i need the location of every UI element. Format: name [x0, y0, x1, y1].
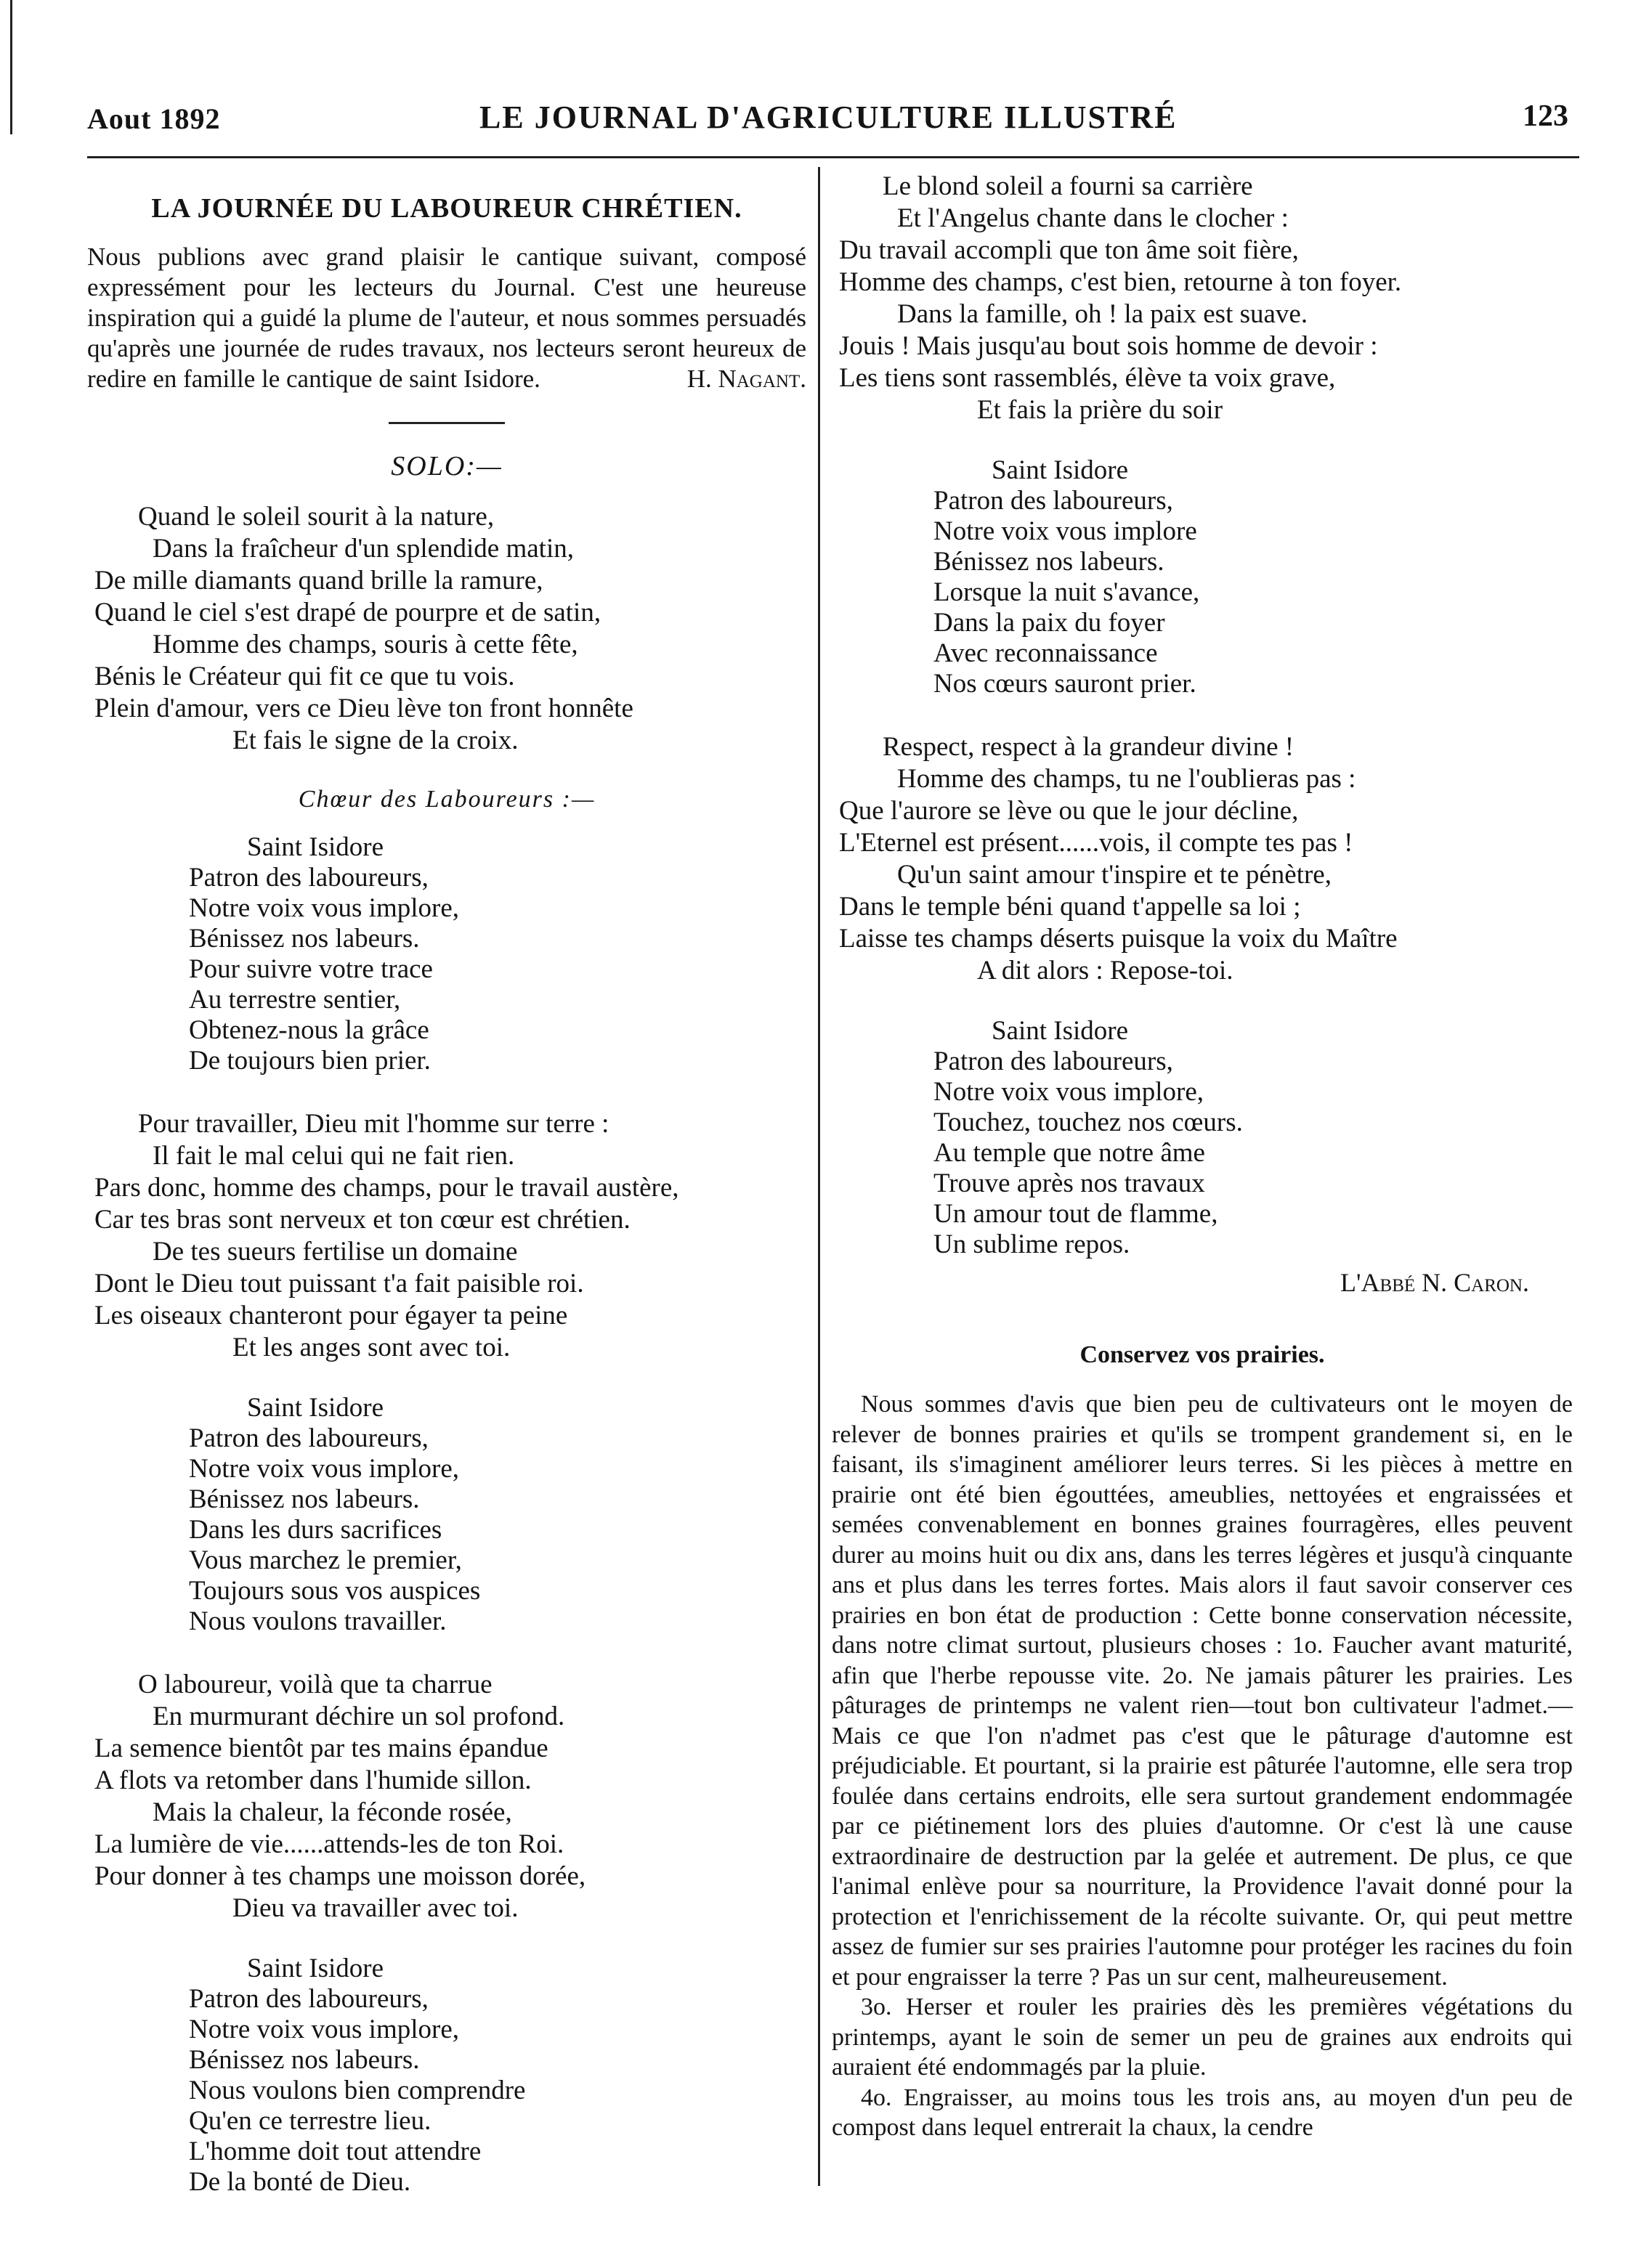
- verse-line: Et fais la prière du soir: [977, 395, 1223, 425]
- article-body: [832, 1389, 1573, 2143]
- refrain-line: Patron des laboureurs,: [933, 486, 1173, 516]
- refrain-line: Toujours sous vos auspices: [189, 1576, 481, 1606]
- verse-line: Homme des champs, tu ne l'oublieras pas :: [897, 764, 1356, 794]
- refrain-line: Au terrestre sentier,: [189, 985, 401, 1015]
- verse-line: Dieu va travailler avec toi.: [232, 1893, 519, 1923]
- verse-line: Jouis ! Mais jusqu'au bout sois homme de devoir :: [839, 331, 1378, 361]
- verse-line: Dans la fraîcheur d'un splendide matin,: [153, 534, 574, 564]
- article-paragraph: 4o. Engraisser, au moins tous les trois ans, au moyen d'un peu de compost dans lequel entrerait la chaux, la cendre: [832, 2084, 1573, 2141]
- verse-line: Car tes bras sont nerveux et ton cœur est chrétien.: [94, 1205, 631, 1235]
- refrain-line: Avec reconnaissance: [933, 638, 1158, 668]
- refrain-line: De la bonté de Dieu.: [189, 2167, 411, 2197]
- refrain-3: [87, 1954, 806, 2198]
- refrain-line: Bénissez nos labeurs.: [189, 2045, 420, 2075]
- verse-line: L'Eternel est présent......vois, il compte tes pas !: [839, 828, 1353, 858]
- verse-line: Il fait le mal celui qui ne fait rien.: [153, 1141, 515, 1171]
- verse-line: Le blond soleil a fourni sa carrière: [883, 171, 1253, 201]
- page-edge-mark: [10, 0, 12, 134]
- running-header: [87, 87, 1568, 153]
- refrain-line: Notre voix vous implore,: [189, 2015, 460, 2044]
- verse-line: Homme des champs, souris à cette fête,: [153, 630, 578, 659]
- poem-title: LA JOURNÉE DU LABOUREUR CHRÉTIEN.: [151, 193, 742, 224]
- verse-line: Et l'Angelus chante dans le clocher :: [897, 203, 1289, 233]
- verse-line: Pars donc, homme des champs, pour le travail austère,: [94, 1173, 679, 1203]
- refrain-line: Dans les durs sacrifices: [189, 1515, 442, 1545]
- header-date: Aout 1892: [87, 102, 221, 135]
- verse-line: O laboureur, voilà que ta charrue: [138, 1670, 493, 1699]
- refrain-line: Un sublime repos.: [933, 1229, 1130, 1259]
- verse-line: Pour travailler, Dieu mit l'homme sur terre :: [138, 1109, 609, 1139]
- stanza-3: [87, 1669, 806, 1924]
- refrain-line: Notre voix vous implore,: [189, 1454, 460, 1484]
- intro-signature: H. Nagant.: [686, 365, 806, 393]
- stanza-4: [832, 171, 1573, 426]
- column-divider: [818, 167, 820, 2186]
- refrain-line: Saint Isidore: [992, 1016, 1129, 1046]
- refrain-line: Obtenez-nous la grâce: [189, 1015, 429, 1045]
- verse-line: La semence bientôt par tes mains épandue: [94, 1733, 548, 1763]
- refrain-line: Notre voix vous implore,: [189, 893, 460, 923]
- verse-line: Pour donner à tes champs une moisson dorée,: [94, 1861, 586, 1891]
- refrain-line: Un amour tout de flamme,: [933, 1199, 1218, 1229]
- verse-line: Du travail accompli que ton âme soit fière,: [839, 235, 1299, 265]
- verse-line: Plein d'amour, vers ce Dieu lève ton front honnête: [94, 694, 633, 723]
- verse-line: Que l'aurore se lève ou que le jour décline,: [839, 796, 1299, 826]
- refrain-line: Patron des laboureurs,: [933, 1046, 1173, 1076]
- refrain-line: Lorsque la nuit s'avance,: [933, 577, 1200, 607]
- verse-line: Quand le soleil sourit à la nature,: [138, 502, 495, 532]
- refrain-line: Bénissez nos labeurs.: [189, 1484, 420, 1514]
- verse-line: De mille diamants quand brille la ramure,: [94, 566, 543, 596]
- refrain-line: Qu'en ce terrestre lieu.: [189, 2106, 431, 2136]
- right-column: [832, 171, 1573, 2143]
- refrain-line: Saint Isidore: [992, 455, 1129, 485]
- refrain-line: Au temple que notre âme: [933, 1138, 1205, 1168]
- refrain-line: Patron des laboureurs,: [189, 1423, 429, 1453]
- refrain-line: Patron des laboureurs,: [189, 863, 429, 893]
- verse-line: A dit alors : Repose-toi.: [977, 956, 1233, 985]
- verse-line: Quand le ciel s'est drapé de pourpre et de satin,: [94, 598, 601, 627]
- refrain-line: Bénissez nos labeurs.: [189, 924, 420, 954]
- stanza-2: [87, 1108, 806, 1364]
- stanza-5: [832, 731, 1573, 987]
- refrain-line: Vous marchez le premier,: [189, 1545, 462, 1575]
- article-paragraph: Nous sommes d'avis que bien peu de cultivateurs ont le moyen de relever de bonnes prairies et qu'ils se trompent grandement si, en le faisant, ils s'imaginent améliorer leurs terres. Si les pièces à mettre en prairie ont été bien égouttées, ameublies, nettoyées et engraissées et semées convenablement en bonnes graines fourragères, elles peuvent durer au moins huit ou dix ans, dans les terres légères et jusqu'à cinquante ans et plus dans les terres fortes. Mais alors il faut savoir conserver ces prairies en bon état de production : Cette bonne conservation nécessite, dans notre climat surtout, plusieurs choses : 1o. Faucher avant maturité, afin que l'herbe repousse vite. 2o. Ne jamais pâturer les prairies. Les pâturages de printemps ne valent rien—tout bon cultivateur l'admet.—Mais ce que l'on n'admet pas c'est que le pâturage d'automne est préjudiciable. Et pourtant, si la prairie est pâturée l'automne, elle sera trop foulée dans certains endroits, elle sera surtout grandement endommagée par ce piétinement lors des pluies d'automne. Or c'est là une cause extraordinaire de destruction par la gelée et autrement. De plus, ce que l'animal enlève pour sa nourriture, la Providence l'avait donné pour la protection et l'enrichissement de la récolte suivante. Or, qui peut mettre assez de fumier sur ses prairies l'automne pour protéger les racines du foin et pour engraisser la terre ? Pas un sur cent, malheureusement.: [832, 1391, 1573, 1991]
- verse-line: Dont le Dieu tout puissant t'a fait paisible roi.: [94, 1269, 584, 1298]
- refrain-1: [87, 832, 806, 1076]
- refrain-line: Patron des laboureurs,: [189, 1984, 429, 2014]
- refrain-line: Notre voix vous implore: [933, 516, 1197, 546]
- article-title: Conservez vos prairies.: [1079, 1341, 1325, 1368]
- refrain-line: Nous voulons travailler.: [189, 1606, 447, 1636]
- verse-line: Et les anges sont avec toi.: [232, 1333, 511, 1362]
- poem-signature: L'Abbé N. Caron.: [1340, 1268, 1529, 1297]
- intro-paragraph: [87, 242, 806, 394]
- refrain-line: Notre voix vous implore,: [933, 1077, 1204, 1107]
- verse-line: De tes sueurs fertilise un domaine: [153, 1237, 518, 1267]
- header-rule: [87, 156, 1579, 158]
- verse-line: Les tiens sont rassemblés, élève ta voix grave,: [839, 363, 1336, 393]
- verse-line: Qu'un saint amour t'inspire et te pénètre,: [897, 860, 1332, 890]
- refrain-line: Nous voulons bien comprendre: [189, 2076, 526, 2105]
- verse-line: A flots va retomber dans l'humide sillon.: [94, 1765, 532, 1795]
- header-page-number: 123: [1523, 99, 1568, 133]
- solo-label: SOLO:—: [391, 451, 503, 481]
- refrain-line: Pour suivre votre trace: [189, 954, 433, 984]
- verse-line: Dans le temple béni quand t'appelle sa loi ;: [839, 892, 1301, 922]
- refrain-line: Bénissez nos labeurs.: [933, 547, 1164, 577]
- refrain-line: Touchez, touchez nos cœurs.: [933, 1107, 1243, 1137]
- refrain-line: Saint Isidore: [247, 1954, 384, 1983]
- refrain-line: Saint Isidore: [247, 1393, 384, 1423]
- refrain-5: [832, 1016, 1573, 1260]
- verse-line: Dans la famille, oh ! la paix est suave.: [897, 299, 1308, 329]
- section-rule: [389, 422, 505, 424]
- header-journal-title: LE JOURNAL D'AGRICULTURE ILLUSTRÉ: [479, 99, 1178, 135]
- verse-line: Homme des champs, c'est bien, retourne à ton foyer.: [839, 267, 1402, 297]
- article-paragraph: 3o. Herser et rouler les prairies dès les premières végétations du printemps, ayant le soin de semer un peu de graines aux endroits qui auraient été endommagés par la pluie.: [832, 1993, 1573, 2081]
- verse-line: Les oiseaux chanteront pour égayer ta peine: [94, 1301, 568, 1330]
- refrain-line: Saint Isidore: [247, 832, 384, 862]
- refrain-line: De toujours bien prier.: [189, 1046, 431, 1076]
- verse-line: Mais la chaleur, la féconde rosée,: [153, 1797, 512, 1827]
- verse-line: Et fais le signe de la croix.: [232, 725, 519, 755]
- refrain-2: [87, 1393, 806, 1637]
- verse-line: La lumière de vie......attends-les de ton Roi.: [94, 1829, 564, 1859]
- verse-line: Respect, respect à la grandeur divine !: [883, 732, 1294, 762]
- refrain-line: Trouve après nos travaux: [933, 1168, 1205, 1198]
- stanza-1: [87, 501, 806, 757]
- verse-line: Laisse tes champs déserts puisque la voix du Maître: [839, 924, 1398, 954]
- refrain-line: Dans la paix du foyer: [933, 608, 1165, 638]
- refrain-line: L'homme doit tout attendre: [189, 2137, 482, 2166]
- refrain-4: [832, 455, 1573, 699]
- refrain-line: Nos cœurs sauront prier.: [933, 669, 1196, 699]
- verse-line: Bénis le Créateur qui fit ce que tu vois.: [94, 662, 515, 691]
- left-column: [87, 171, 806, 2230]
- verse-line: En murmurant déchire un sol profond.: [153, 1702, 565, 1731]
- choeur-label: Chœur des Laboureurs :—: [298, 786, 596, 813]
- intro-text: Nous publions avec grand plaisir le cantique suivant, composé expressément pour les lecteurs du Journal. C'est une heureuse inspiration qui a guidé la plume de l'auteur, et nous sommes persuadés qu'après une journée de rudes travaux, nos lecteurs seront heureux de redire en famille le cantique de saint Isidore.: [87, 243, 806, 393]
